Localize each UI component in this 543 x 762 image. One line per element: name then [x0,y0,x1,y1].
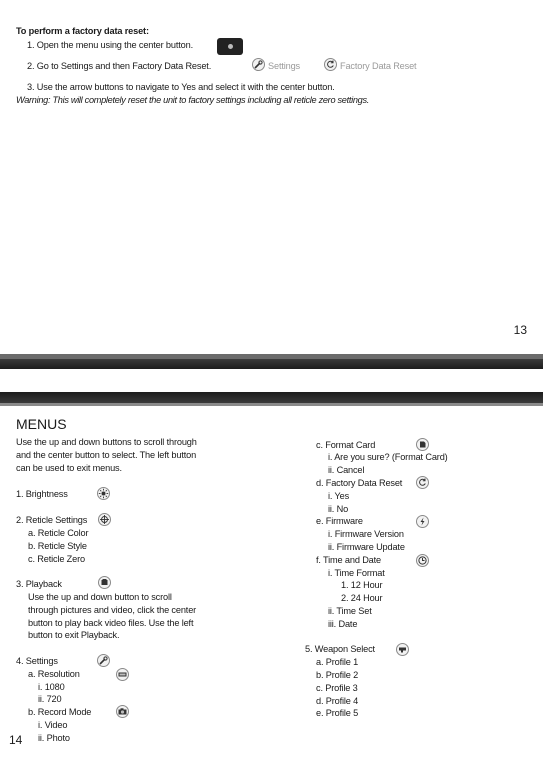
menu-record-mode: b. Record Mode [28,707,92,717]
menu-date: iii. Date [328,619,358,629]
weapon-icon [396,643,409,656]
card-icon [416,438,429,451]
crosshair-icon [98,513,111,526]
camera-icon [116,705,129,718]
step-2: 2. Go to Settings and then Factory Data Reset. [27,61,212,71]
intro-line-1: Use the up and down buttons to scroll through [16,437,197,447]
menu-weapon-select: 5. Weapon Select [305,644,375,654]
menu-24-hour: 2. 24 Hour [341,593,383,603]
resolution-icon [116,668,129,681]
menu-firmware-update: ii. Firmware Update [328,542,405,552]
menu-time-and-date: f. Time and Date [316,555,382,565]
menu-no: ii. No [328,504,349,514]
menu-reticle-style: b. Reticle Style [28,541,87,551]
menu-video: i. Video [38,720,68,730]
playback-desc-3: button to play back video files. Use the left [28,618,194,628]
playback-desc-1: Use the up and down button to scroll [28,592,172,602]
clock-icon [416,554,429,567]
menu-are-you-sure: i. Are you sure? (Format Card) [328,452,448,462]
playback-desc-4: button to exit Playback. [28,630,120,640]
menu-res-720: ii. 720 [38,694,62,704]
menu-reticle-settings: 2. Reticle Settings [16,515,88,525]
menu-format-card: c. Format Card [316,440,376,450]
wrench-icon [97,654,110,667]
step-1: 1. Open the menu using the center button. [27,40,193,50]
warning-text: Warning: This will completely reset the unit to factory settings including all reticle zero settings. [16,95,370,105]
intro-line-2: and the center button to select. The left button [16,450,197,460]
menu-profile-3: c. Profile 3 [316,683,358,693]
menu-cancel: ii. Cancel [328,465,365,475]
menus-title: MENUS [16,416,67,432]
menu-photo: ii. Photo [38,733,70,743]
menu-factory-data-reset: d. Factory Data Reset [316,478,403,488]
menu-12-hour: 1. 12 Hour [341,580,383,590]
menu-firmware-version: i. Firmware Version [328,529,404,539]
menu-playback: 3. Playback [16,579,62,589]
settings-label: Settings [268,61,300,71]
menu-firmware: e. Firmware [316,516,363,526]
menu-resolution: a. Resolution [28,669,80,679]
intro-line-3: can be used to exit menus. [16,463,122,473]
menu-brightness: 1. Brightness [16,489,68,499]
menu-profile-5: e. Profile 5 [316,708,359,718]
menu-profile-1: a. Profile 1 [316,657,359,667]
lightning-icon [416,515,429,528]
page-number: 13 [513,323,527,337]
page-header-bar-light [0,403,543,406]
reset-icon [324,58,337,71]
menu-profile-4: d. Profile 4 [316,696,359,706]
center-button-icon [217,38,243,55]
step-3: 3. Use the arrow buttons to navigate to Yes and select it with the center button. [27,82,335,92]
factory-reset-heading: To perform a factory data reset: [16,26,149,36]
sun-icon [97,487,110,500]
playback-desc-2: through pictures and video, click the center [28,605,197,615]
menu-time-format: i. Time Format [328,568,385,578]
menu-reticle-zero: c. Reticle Zero [28,554,85,564]
page-number: 14 [9,733,23,747]
reset-icon [416,476,429,489]
menu-profile-2: b. Profile 2 [316,670,359,680]
menu-time-set: ii. Time Set [328,606,372,616]
menu-yes: i. Yes [328,491,350,501]
factory-reset-label: Factory Data Reset [340,61,417,71]
menu-res-1080: i. 1080 [38,682,65,692]
playback-icon [98,576,111,589]
page-header-bar [0,392,543,403]
menu-reticle-color: a. Reticle Color [28,528,89,538]
page-footer-bar [0,359,543,369]
wrench-icon [252,58,265,71]
menu-settings: 4. Settings [16,656,58,666]
